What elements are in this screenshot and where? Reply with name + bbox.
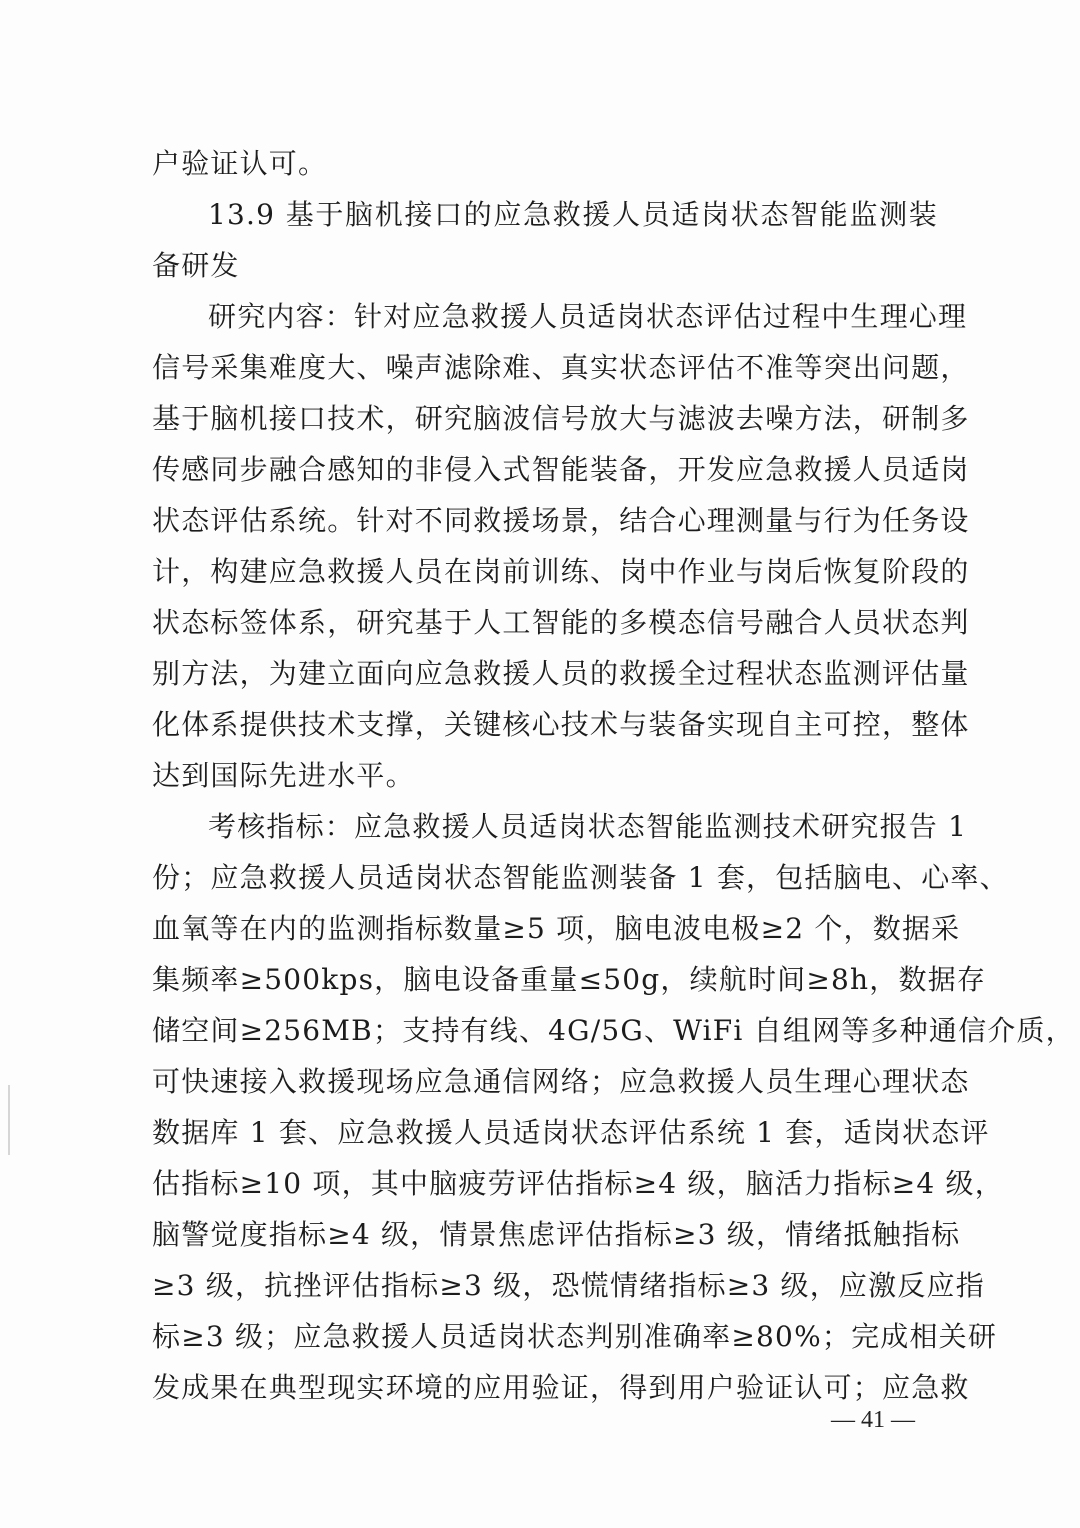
research-content-paragraph [152, 291, 970, 801]
paragraph-line: 达到国际先进水平。 [152, 759, 415, 792]
paragraph-line: 状态标签体系，研究基于人工智能的多模态信号融合人员状态判 [152, 606, 970, 639]
paragraph-line: 标≥3 级；应急救援人员适岗状态判别准确率≥80%；完成相关研 [152, 1320, 998, 1353]
paragraph-line: 血氧等在内的监测指标数量≥5 项，脑电波电极≥2 个，数据采 [152, 912, 961, 945]
paragraph-line: 估指标≥10 项，其中脑疲劳评估指标≥4 级，脑活力指标≥4 级， [152, 1167, 1004, 1200]
paragraph-line: 数据库 1 套、应急救援人员适岗状态评估系统 1 套，适岗状态评 [152, 1116, 990, 1149]
paragraph-line: 脑警觉度指标≥4 级，情景焦虑评估指标≥3 级，情绪抵触指标 [152, 1218, 961, 1251]
section-heading-line: 13.9 基于脑机接口的应急救援人员适岗状态智能监测装 [208, 198, 938, 231]
assessment-indicators-paragraph [152, 801, 1075, 1413]
paragraph-line: 状态评估系统。针对不同救援场景，结合心理测量与行为任务设 [152, 504, 970, 537]
page-number: — 41 — [831, 1407, 915, 1433]
paragraph-line: 可快速接入救援现场应急通信网络；应急救援人员生理心理状态 [152, 1065, 970, 1098]
section-heading [152, 189, 938, 291]
paragraph-line: 传感同步融合感知的非侵入式智能装备，开发应急救援人员适岗 [152, 453, 970, 486]
paragraph-line: 储空间≥256MB；支持有线、4G/5G、WiFi 自组网等多种通信介质， [152, 1014, 1075, 1047]
paragraph-line: 计，构建应急救援人员在岗前训练、岗中作业与岗后恢复阶段的 [152, 555, 970, 588]
paragraph-line: 别方法，为建立面向应急救援人员的救援全过程状态监测评估量 [152, 657, 970, 690]
carry-over-line: 户验证认可。 [152, 147, 328, 180]
scan-margin-mark [8, 1085, 10, 1155]
paragraph-line: 集频率≥500kps，脑电设备重量≤50g，续航时间≥8h，数据存 [152, 963, 987, 996]
section-heading-line: 备研发 [152, 249, 240, 282]
paragraph-line: 份；应急救援人员适岗状态智能监测装备 1 套，包括脑电、心率、 [152, 861, 1009, 894]
paragraph-line: 研究内容：针对应急救援人员适岗状态评估过程中生理心理 [208, 300, 968, 333]
paragraph-line: 化体系提供技术支撑，关键核心技术与装备实现自主可控，整体 [152, 708, 970, 741]
paragraph-line: 基于脑机接口技术，研究脑波信号放大与滤波去噪方法，研制多 [152, 402, 970, 435]
paragraph-line: 考核指标：应急救援人员适岗状态智能监测技术研究报告 1 [208, 810, 968, 843]
paragraph-line: 发成果在典型现实环境的应用验证，得到用户验证认可；应急救 [152, 1371, 970, 1404]
paragraph-line: 信号采集难度大、噪声滤除难、真实状态评估不准等突出问题， [152, 351, 970, 384]
document-body [152, 138, 1075, 1413]
paragraph-line: ≥3 级，抗挫评估指标≥3 级，恐慌情绪指标≥3 级，应激反应指 [152, 1269, 985, 1302]
